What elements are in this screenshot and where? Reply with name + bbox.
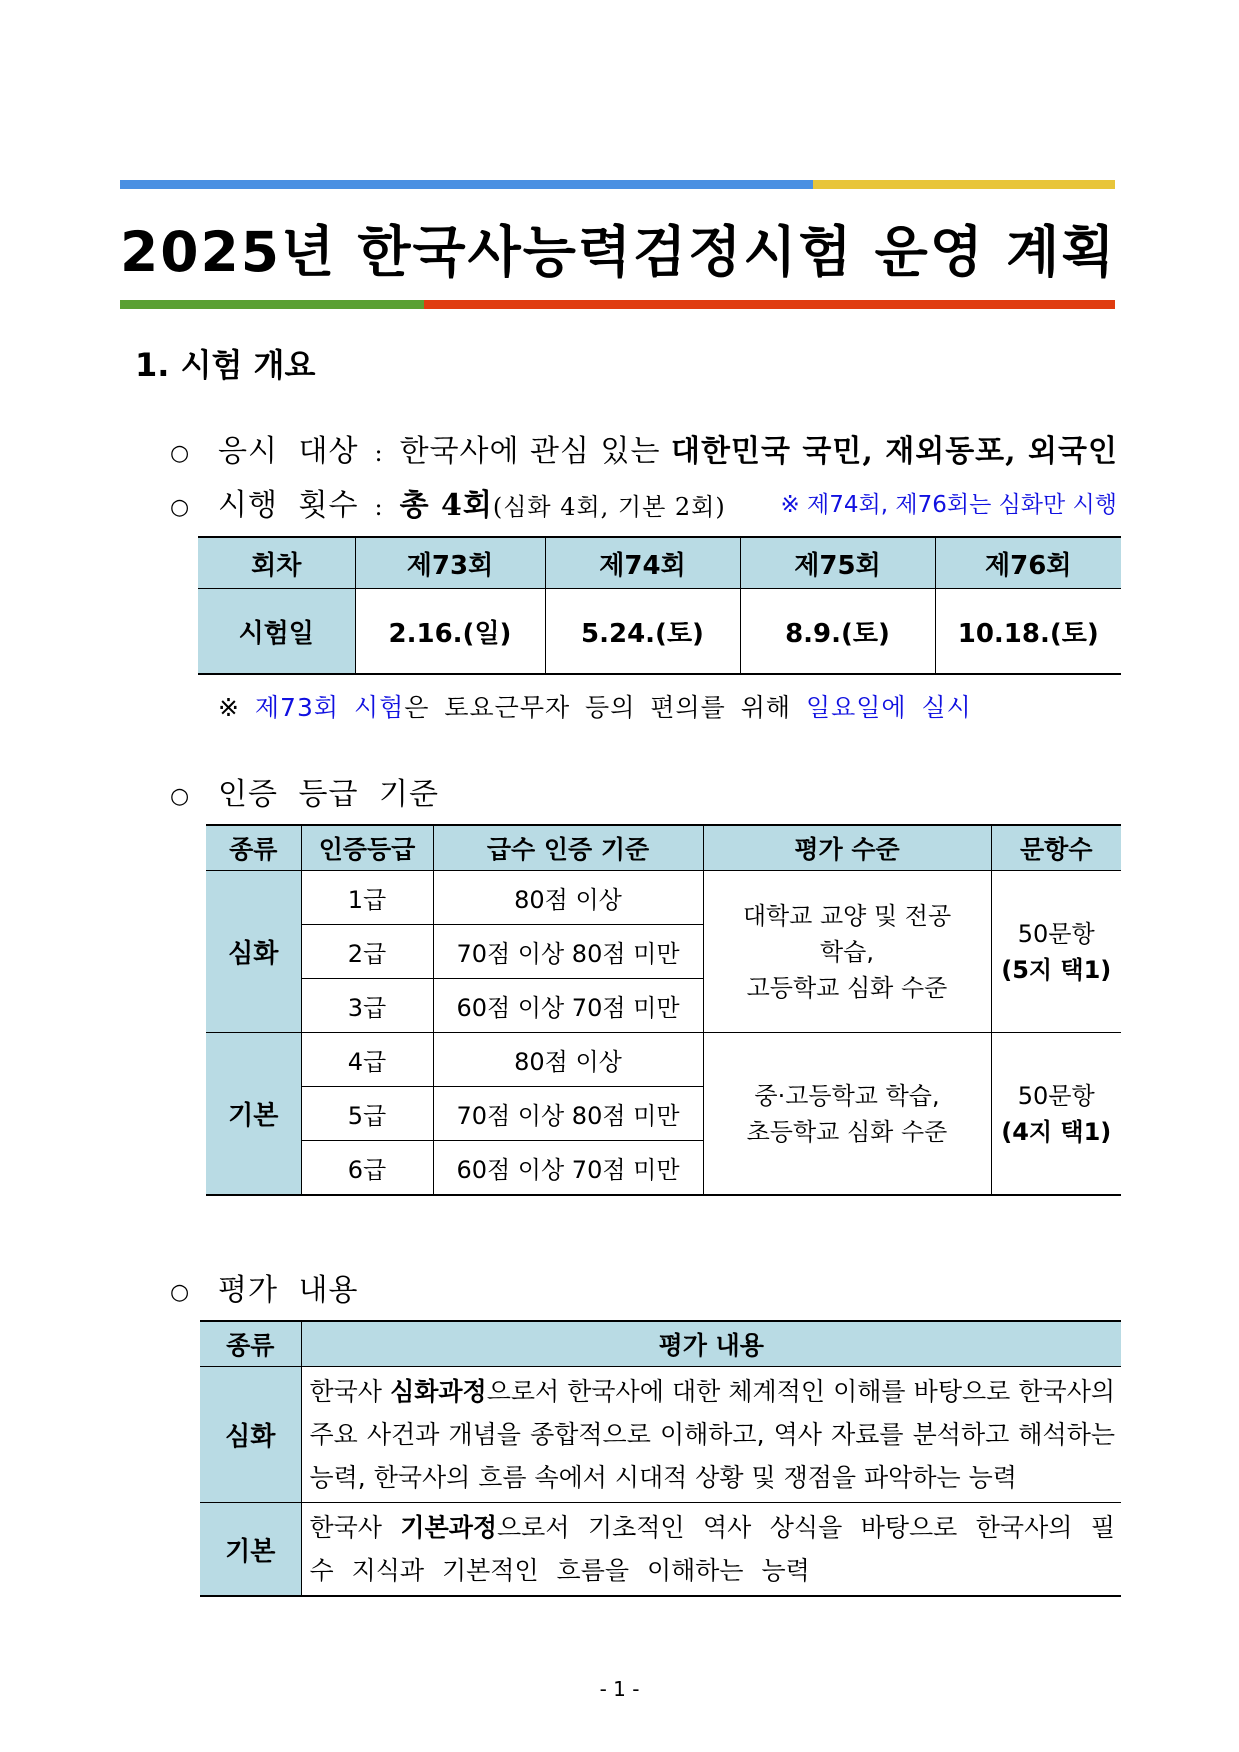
schedule-round: 제74회 — [545, 537, 740, 589]
times-label: 시행 횟수 — [218, 488, 359, 523]
grade-kind-basic: 기본 — [206, 1033, 301, 1196]
grade-title: 인증 등급 기준 — [218, 777, 439, 812]
title-bar-top-blue — [120, 180, 813, 189]
content-row — [200, 1367, 1121, 1503]
grade-level: 2급 — [301, 925, 433, 979]
desc-bold: 기본과정 — [400, 1513, 498, 1542]
bullet-grade — [170, 769, 439, 813]
eval-level-line: 대학교 교양 및 전공 — [742, 901, 952, 930]
title-bar-bottom-red — [424, 300, 1115, 309]
grade-header: 문항수 — [991, 825, 1121, 871]
page-title: 2025년 한국사능력검정시험 운영 계획 — [120, 220, 1117, 284]
target-colon: : — [374, 439, 384, 467]
grade-criterion: 70점 이상 80점 미만 — [433, 925, 703, 979]
note-marker: ※ — [218, 693, 255, 722]
grade-level: 1급 — [301, 871, 433, 925]
schedule-date-row — [198, 589, 1121, 675]
schedule-row-label: 시험일 — [198, 589, 355, 675]
grade-criterion: 60점 이상 70점 미만 — [433, 979, 703, 1033]
content-kind-basic: 기본 — [200, 1503, 301, 1597]
note-highlight-1: 제73회 시험 — [254, 693, 405, 722]
schedule-date: 8.9.(토) — [740, 589, 935, 675]
grade-header-row — [206, 825, 1121, 871]
schedule-date: 10.18.(토) — [935, 589, 1121, 675]
desc-text: 한국사 — [309, 1377, 391, 1406]
bullet-target — [170, 426, 1118, 470]
bullet-marker: ○ — [170, 783, 191, 809]
grade-header: 종류 — [206, 825, 301, 871]
page-number: - 1 - — [599, 1677, 640, 1701]
bullet-content — [170, 1265, 358, 1309]
grade-criterion: 70점 이상 80점 미만 — [433, 1087, 703, 1141]
bullet-times — [170, 480, 726, 524]
content-header: 종류 — [200, 1321, 301, 1367]
question-count: 50문항 — [1017, 1081, 1095, 1110]
title-bar-top-yellow — [813, 180, 1115, 189]
grade-header: 급수 인증 기준 — [433, 825, 703, 871]
bullet-marker: ○ — [170, 1279, 191, 1305]
schedule-note — [218, 688, 972, 724]
grade-level: 6급 — [301, 1141, 433, 1196]
question-count-detail: (4지 택1) — [1001, 1117, 1112, 1146]
target-text-bold: 대한민국 국민, 재외동포, 외국인 — [671, 434, 1118, 469]
grade-kind-advanced: 심화 — [206, 871, 301, 1033]
bullet-marker: ○ — [170, 440, 191, 466]
note-text: 은 토요근무자 등의 편의를 위해 — [404, 693, 806, 722]
schedule-round: 제73회 — [355, 537, 545, 589]
times-note: ※ 제74회, 제76회는 심화만 시행 — [780, 492, 1117, 518]
question-count-detail: (5지 택1) — [1001, 955, 1112, 984]
desc-bold: 심화과정 — [390, 1377, 487, 1406]
grade-table — [206, 824, 1121, 1196]
content-desc-advanced — [301, 1367, 1121, 1503]
grade-count-advanced — [991, 871, 1121, 1033]
grade-level: 4급 — [301, 1033, 433, 1087]
question-count: 50문항 — [1017, 919, 1095, 948]
schedule-header-row — [198, 537, 1121, 589]
grade-level: 3급 — [301, 979, 433, 1033]
content-row — [200, 1503, 1121, 1597]
grade-criterion: 60점 이상 70점 미만 — [433, 1141, 703, 1196]
eval-level-line: 고등학교 심화 수준 — [746, 973, 948, 1002]
times-paren: (심화 4회, 기본 2회) — [492, 493, 726, 521]
content-table — [200, 1320, 1121, 1597]
content-title: 평가 내용 — [218, 1273, 359, 1308]
times-text: 총 4회 — [399, 488, 493, 523]
grade-header: 평가 수준 — [703, 825, 991, 871]
grade-level: 5급 — [301, 1087, 433, 1141]
grade-criterion: 80점 이상 — [433, 871, 703, 925]
grade-eval-level-basic — [703, 1033, 991, 1196]
grade-row — [206, 871, 1121, 925]
content-kind-advanced: 심화 — [200, 1367, 301, 1503]
target-label: 응시 대상 — [218, 434, 359, 469]
target-text: 한국사에 관심 있는 — [399, 434, 672, 469]
section-heading: 1. 시험 개요 — [135, 346, 316, 384]
schedule-round: 제75회 — [740, 537, 935, 589]
desc-text: 으로서 한국사에 대한 체계적인 이해를 바탕으로 한국사의 주요 사건과 개념을 종합적으로 이해하고, 역사 자료를 분석하고 해석하는 능력, 한국사의 흐름 속에서 시대적 상황 및 쟁점을 파악하는 능력 — [309, 1377, 1115, 1492]
content-desc-basic — [301, 1503, 1121, 1597]
schedule-header-label: 회차 — [198, 537, 355, 589]
desc-text: 으로서 기초적인 역사 상식을 바탕으로 한국사의 필수 지식과 기본적인 흐름을 이해하는 능력 — [309, 1513, 1115, 1585]
grade-header: 인증등급 — [301, 825, 433, 871]
grade-eval-level-advanced — [703, 871, 991, 1033]
eval-level-line: 초등학교 심화 수준 — [746, 1117, 948, 1146]
times-colon: : — [374, 493, 384, 521]
schedule-round: 제76회 — [935, 537, 1121, 589]
schedule-table — [198, 536, 1121, 675]
content-header-row — [200, 1321, 1121, 1367]
eval-level-line: 학습, — [820, 937, 874, 966]
grade-row — [206, 1033, 1121, 1087]
bullet-marker: ○ — [170, 494, 191, 520]
note-highlight-2: 일요일에 실시 — [805, 693, 972, 722]
content-header: 평가 내용 — [301, 1321, 1121, 1367]
title-bar-bottom-green — [120, 300, 424, 309]
grade-criterion: 80점 이상 — [433, 1033, 703, 1087]
schedule-date: 2.16.(일) — [355, 589, 545, 675]
desc-text: 한국사 — [309, 1513, 401, 1542]
eval-level-line: 중·고등학교 학습, — [754, 1081, 940, 1110]
schedule-date: 5.24.(토) — [545, 589, 740, 675]
grade-count-basic — [991, 1033, 1121, 1196]
